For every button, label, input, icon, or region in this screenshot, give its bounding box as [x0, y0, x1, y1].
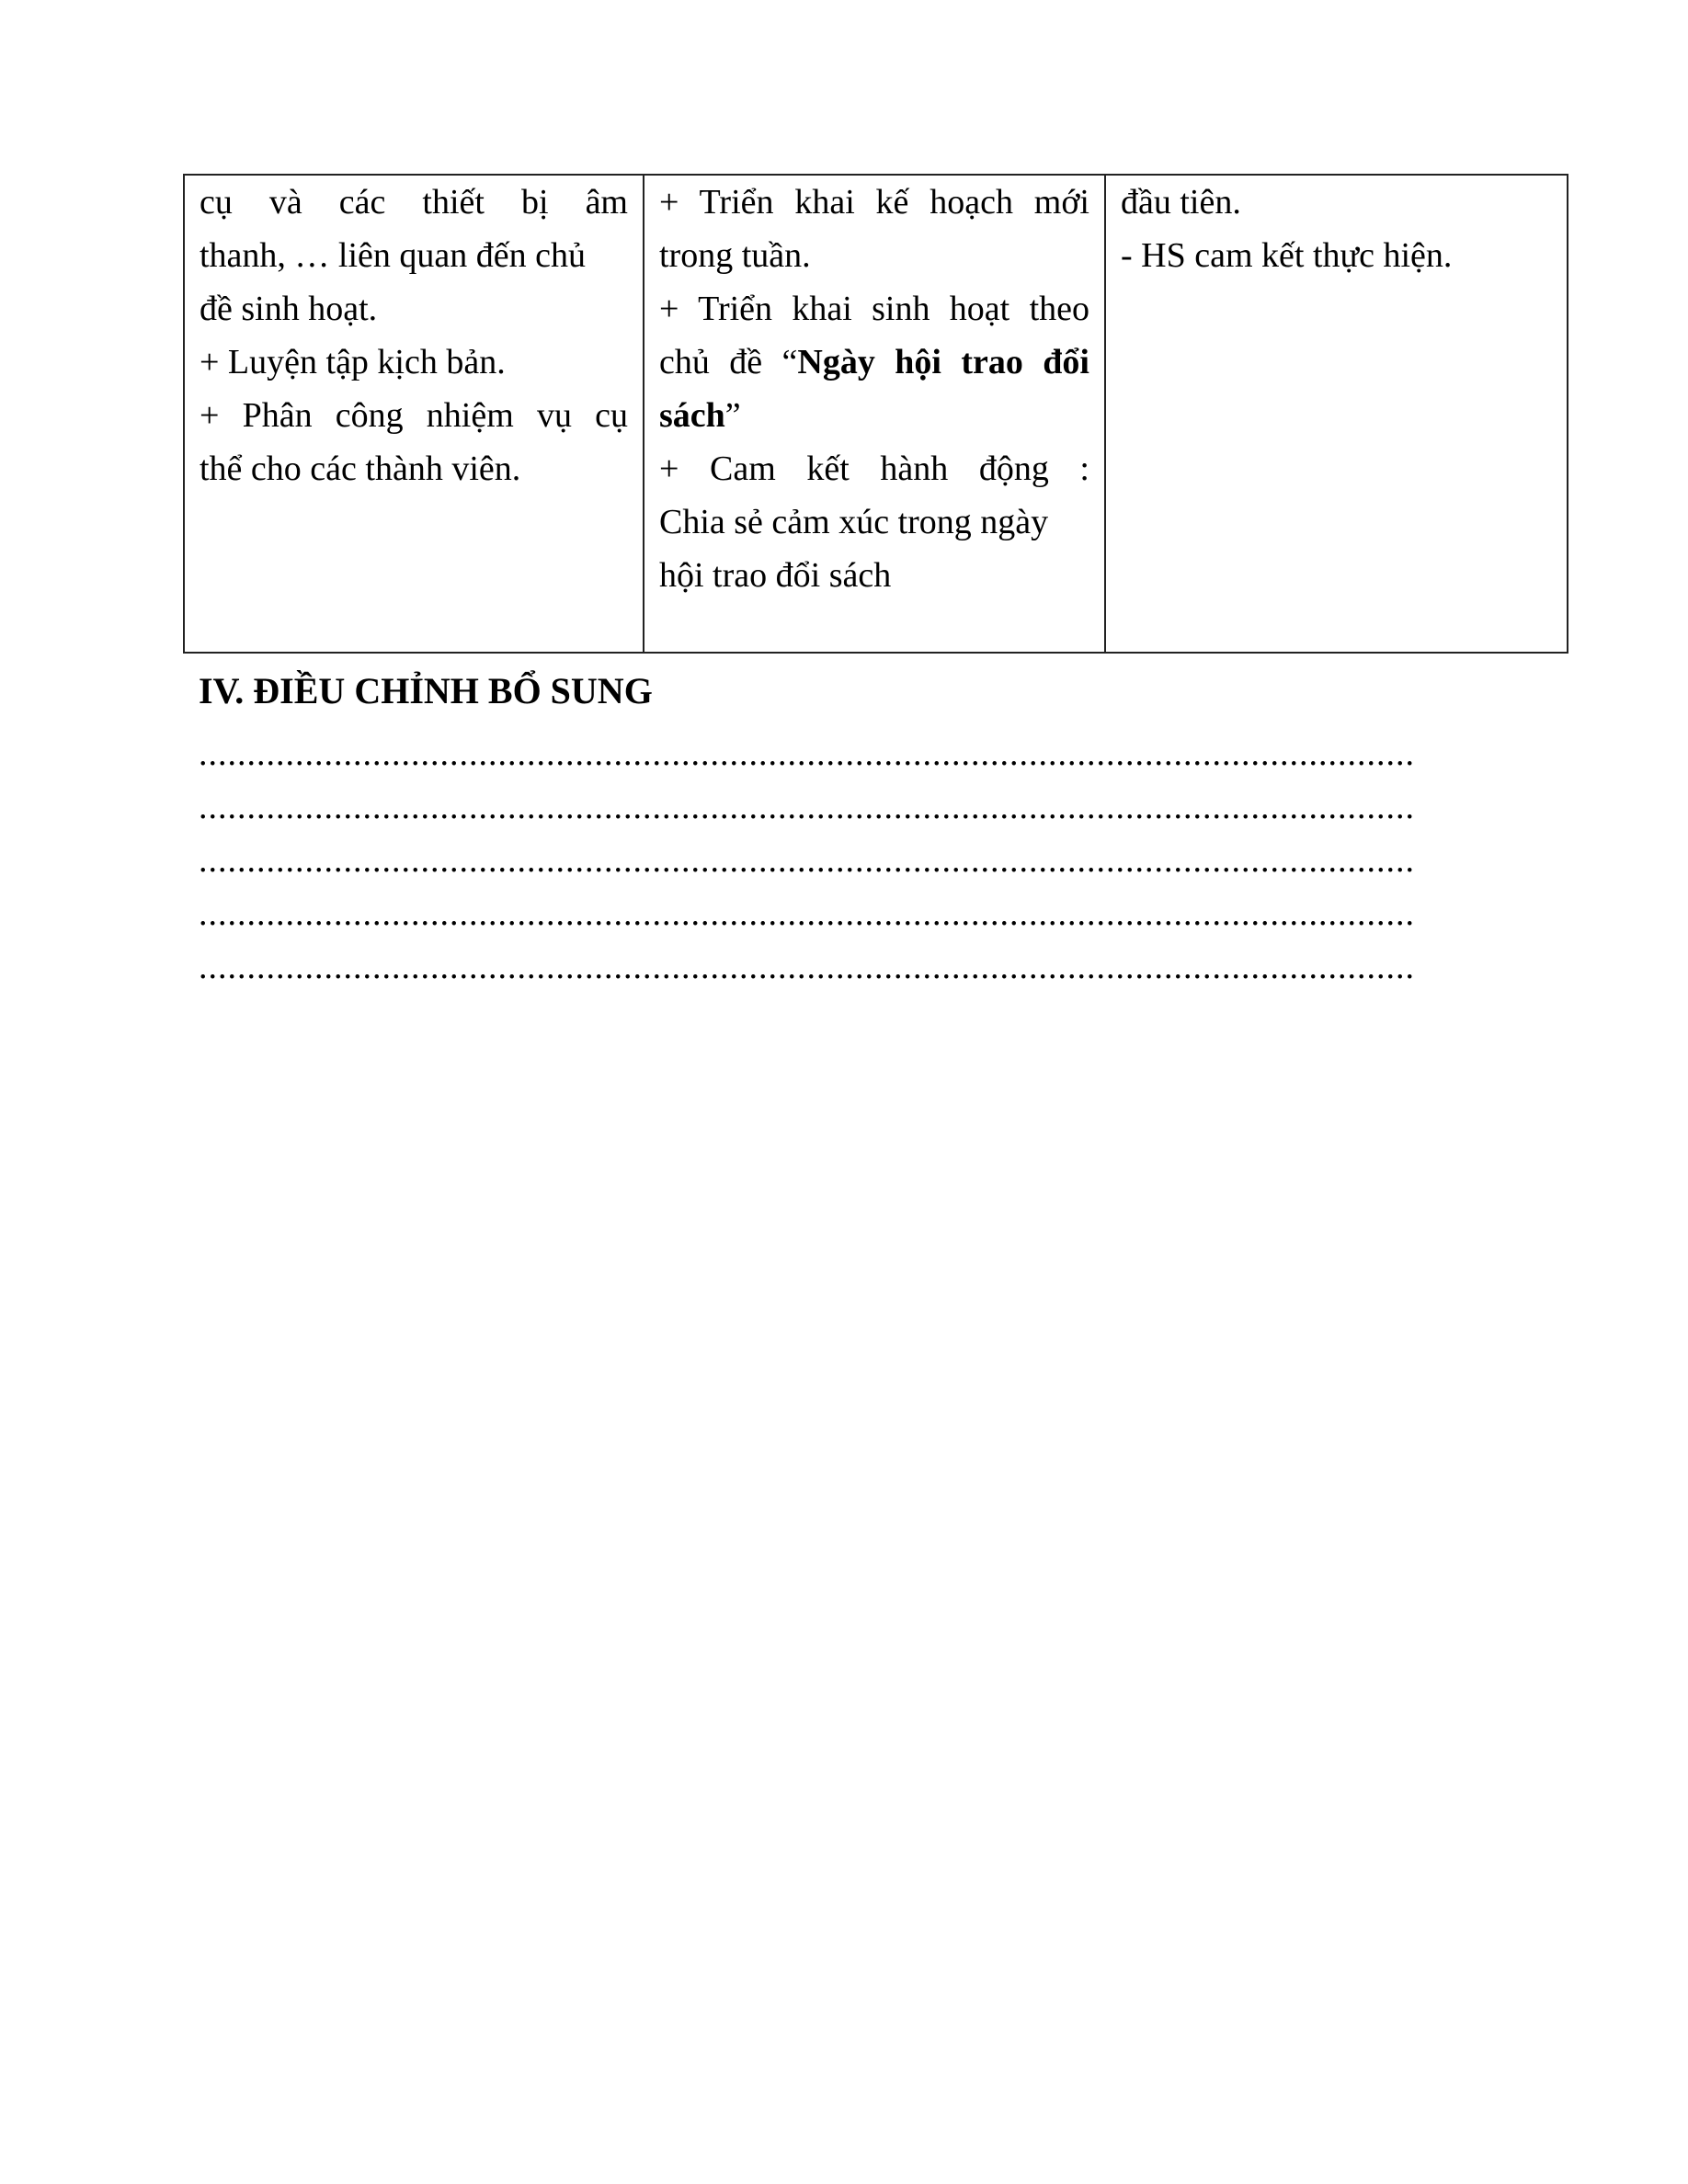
cell-line: Chia sẻ cảm xúc trong ngày — [659, 503, 1049, 541]
cell-line-topic — [659, 336, 1089, 389]
table-cell-preparation — [184, 175, 644, 653]
table-row — [184, 175, 1568, 653]
dotted-line: .............................................................................................................................. — [199, 949, 1415, 985]
cell-line: cụ và các thiết bị âm — [200, 183, 628, 222]
cell-line: thanh, … liên quan đến chủ — [200, 236, 587, 275]
cell-line: - HS cam kết thực hiện. — [1121, 236, 1453, 275]
cell-line: đầu tiên. — [1121, 183, 1241, 222]
dotted-line: .............................................................................................................................. — [199, 842, 1415, 879]
dotted-line: .............................................................................................................................. — [199, 735, 1415, 772]
topic-suffix: ” — [724, 396, 741, 435]
activity-table — [183, 174, 1568, 654]
topic-prefix: chủ đề “ — [659, 343, 798, 381]
cell-line: + Phân công nhiệm vụ cụ — [200, 396, 628, 435]
cell-line-topic-end — [659, 389, 1089, 442]
cell-line: trong tuần. — [659, 236, 811, 275]
cell-line: hội trao đổi sách — [659, 556, 892, 595]
table-cell-activities — [644, 175, 1105, 653]
cell-line: + Triển khai kế hoạch mới — [659, 183, 1089, 222]
cell-line: + Cam kết hành động : — [659, 449, 1089, 488]
cell-line: + Triển khai sinh hoạt theo — [659, 290, 1089, 328]
section-heading: IV. ĐIỀU CHỈNH BỔ SUNG — [199, 670, 653, 711]
topic-title-part1: Ngày hội trao đổi — [797, 343, 1089, 381]
cell-line: + Luyện tập kịch bản. — [200, 343, 506, 381]
cell-line: đề sinh hoạt. — [200, 290, 378, 328]
topic-title-part2: sách — [659, 396, 725, 435]
cell-line: thể cho các thành viên. — [200, 449, 521, 488]
dotted-line: .............................................................................................................................. — [199, 789, 1415, 825]
dotted-line: .............................................................................................................................. — [199, 895, 1415, 932]
table-cell-results — [1105, 175, 1568, 653]
